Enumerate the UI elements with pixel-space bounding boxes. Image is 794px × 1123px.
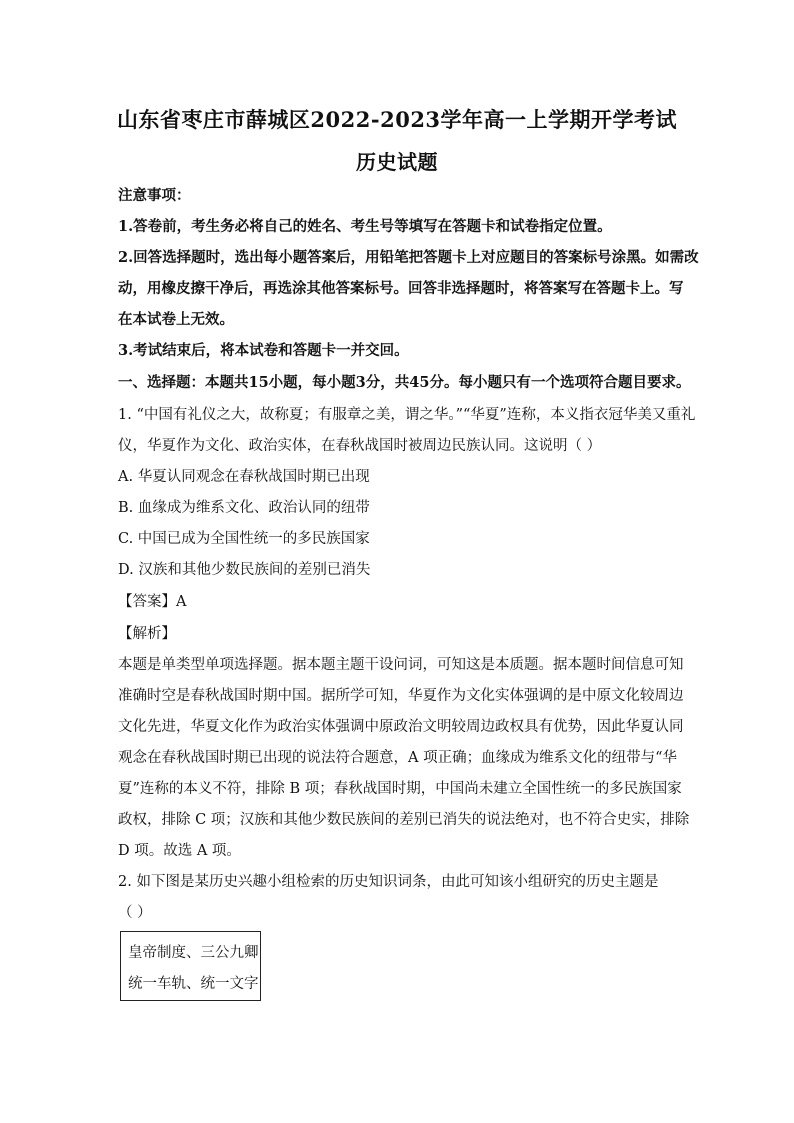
notes-item-2-line-2: 动，用橡皮擦干净后，再选涂其他答案标号。回答非选择题时，将答案写在答题卡上。写 xyxy=(118,280,684,297)
q1-analysis-line-4: 观念在春秋战国时期已出现的说法符合题意，A 项正确；血缘成为维系文化的纽带与“华 xyxy=(118,750,677,766)
notes-item-1: 1.答卷前，考生务必将自己的姓名、考生号等填写在答题卡和试卷指定位置。 xyxy=(118,218,612,235)
q2-stem-line-2: （ ） xyxy=(118,905,152,921)
q1-analysis-line-5: 夏”连称的本义不符，排除 B 项；春秋战国时期，中国尚未建立全国性统一的多民族国家 xyxy=(118,781,682,797)
q1-analysis-line-3: 文化先进，华夏文化作为政治实体强调中原政治文明较周边政权具有优势，因此华夏认同 xyxy=(118,719,684,735)
q1-analysis-line-6: 政权，排除 C 项；汉族和其他少数民族间的差别已消失的说法绝对，也不符合史实，排除 xyxy=(118,812,690,828)
q1-option-d: D. 汉族和其他少数民族间的差别已消失 xyxy=(118,562,371,578)
q2-keyword-line-2: 统一车轨、统一文字 xyxy=(128,976,259,992)
q1-option-b: B. 血缘成为维系文化、政治认同的纽带 xyxy=(118,500,370,516)
q2-keyword-box xyxy=(120,931,261,1001)
section-1-heading: 一、选择题：本题共15小题，每小题3分，共45分。每小题只有一个选项符合题目要求。 xyxy=(118,374,691,391)
q1-analysis-line-7: D 项。故选 A 项。 xyxy=(118,843,241,859)
exam-subject-title: 历史试题 xyxy=(356,150,438,174)
exam-title: 山东省枣庄市薛城区2022-2023学年高一上学期开学考试 xyxy=(116,107,678,132)
q1-answer: 【答案】A xyxy=(118,594,187,610)
q1-analysis-heading: 【解析】 xyxy=(118,626,176,642)
notes-item-2-line-3: 在本试卷上无效。 xyxy=(118,311,234,328)
q1-stem-line-2: 仪，华夏作为文化、政治实体，在春秋战国时被周边民族认同。这说明（ ） xyxy=(118,438,602,454)
notes-item-2-line-1: 2.回答选择题时，选出每小题答案后，用铅笔把答题卡上对应题目的答案标号涂黑。如需改 xyxy=(118,249,699,266)
notes-heading: 注意事项： xyxy=(118,187,191,204)
q1-option-c: C. 中国已成为全国性统一的多民族国家 xyxy=(118,531,370,547)
q1-option-a: A. 华夏认同观念在春秋战国时期已出现 xyxy=(118,469,370,485)
q1-analysis-line-2: 准确时空是春秋战国时期中国。据所学可知，华夏作为文化实体强调的是中原文化较周边 xyxy=(118,688,684,704)
q2-keyword-line-1: 皇帝制度、三公九卿 xyxy=(128,945,259,961)
q2-stem-line-1: 2. 如下图是某历史兴趣小组检索的历史知识词条，由此可知该小组研究的历史主题是 xyxy=(118,874,659,890)
q1-stem-line-1: 1. “中国有礼仪之大，故称夏；有服章之美，谓之华。”“华夏”连称，本义指衣冠华美又重礼 xyxy=(118,407,696,423)
notes-item-3: 3.考试结束后，将本试卷和答题卡一并交回。 xyxy=(118,342,409,359)
q1-analysis-line-1: 本题是单类型单项选择题。据本题主题干设问词，可知这是本质题。据本题时间信息可知 xyxy=(118,657,684,673)
